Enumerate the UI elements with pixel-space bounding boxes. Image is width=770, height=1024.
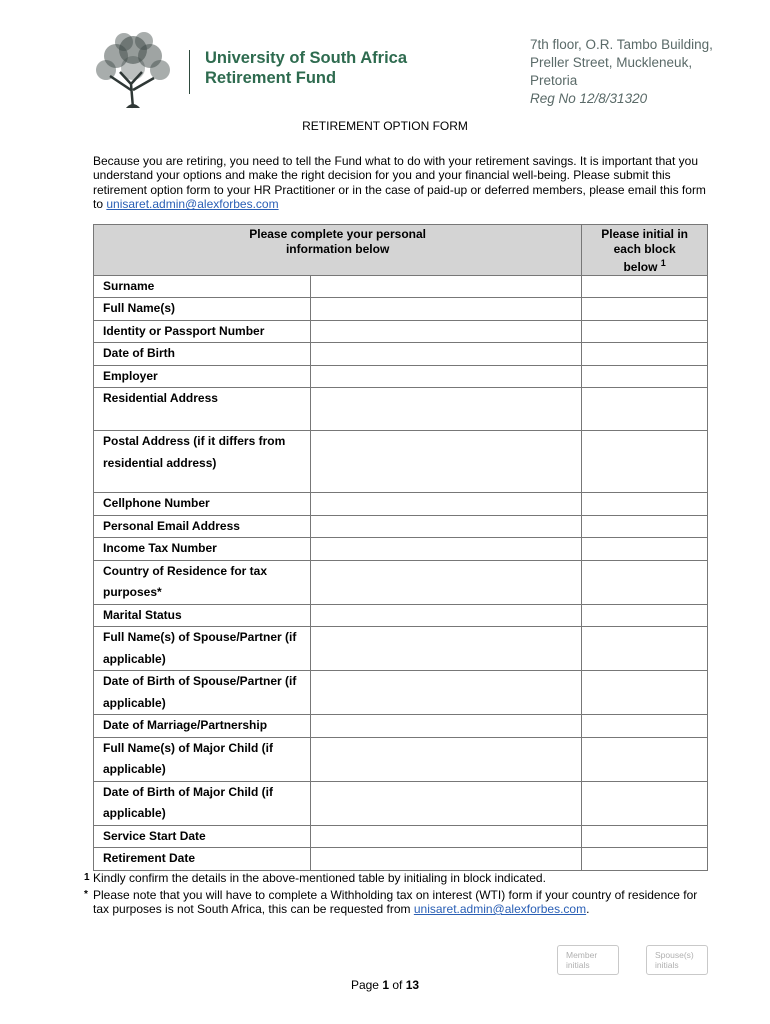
- table-row: [94, 298, 708, 321]
- table-row: [94, 604, 708, 627]
- field-label: Full Name(s) of Spouse/Partner (if applicable): [94, 627, 311, 671]
- field-input-cell[interactable]: [310, 365, 582, 388]
- table-row: [94, 365, 708, 388]
- initial-cell[interactable]: [582, 365, 708, 388]
- header-info-line2: information below: [285, 241, 390, 256]
- intro-text: Because you are retiring, you need to tell the Fund what to do with your retirement savings. It is important that you understand your options and make the right decision for you and your financial well-being. Please submit this retirement option form to your HR Practitioner or in the case of paid-up or deferred members, please email this form to: [93, 154, 706, 212]
- table-row: [94, 825, 708, 848]
- intro-email-link[interactable]: unisaret.admin@alexforbes.com: [106, 197, 279, 212]
- field-input-cell[interactable]: [310, 737, 582, 781]
- field-label: Employer: [94, 365, 311, 388]
- footnote-1: [84, 871, 714, 886]
- page-current: 1: [382, 978, 389, 992]
- initial-cell[interactable]: [582, 627, 708, 671]
- field-input-cell[interactable]: [310, 538, 582, 561]
- intro-paragraph: [93, 154, 713, 212]
- field-input-cell[interactable]: [310, 781, 582, 825]
- org-name-line2: Retirement Fund: [205, 69, 337, 87]
- field-input-cell[interactable]: [310, 604, 582, 627]
- footnote-1-mark: 1: [84, 872, 90, 883]
- spouse-initials-box[interactable]: [646, 945, 708, 975]
- footnote-1-text: Kindly confirm the details in the above-mentioned table by initialing in block indicated.: [93, 871, 546, 885]
- form-title: RETIREMENT OPTION FORM: [302, 119, 468, 133]
- page-prefix: Page: [350, 978, 379, 992]
- table-row: [94, 343, 708, 366]
- field-label: Service Start Date: [94, 825, 311, 848]
- header-initial-line3: below: [623, 260, 658, 274]
- field-label: Residential Address: [94, 388, 311, 431]
- field-input-cell[interactable]: [310, 515, 582, 538]
- member-initials-box[interactable]: [557, 945, 619, 975]
- field-input-cell[interactable]: [310, 320, 582, 343]
- field-input-cell[interactable]: [310, 825, 582, 848]
- field-input-cell[interactable]: [310, 388, 582, 431]
- org-address: [530, 36, 713, 108]
- spouse-initials-line2: initials: [655, 960, 679, 970]
- page-indicator: [0, 978, 770, 992]
- header-initial-line1: Please initial in: [601, 227, 688, 241]
- footnotes: [84, 871, 714, 917]
- footnote-2-text: Please note that you will have to complete a Withholding tax on interest (WTI) form if your country of residence for tax purposes is not South Africa, this can be requested from: [93, 887, 698, 916]
- field-label: Full Name(s) of Major Child (if applicable): [94, 737, 311, 781]
- initial-cell[interactable]: [582, 388, 708, 431]
- tree-logo-icon: [90, 28, 176, 110]
- member-initials-line2: initials: [566, 960, 590, 970]
- field-input-cell[interactable]: [310, 431, 582, 493]
- table-row: [94, 515, 708, 538]
- table-row: [94, 493, 708, 516]
- header-info-cell: [94, 225, 582, 276]
- initial-cell[interactable]: [582, 848, 708, 871]
- org-name-line1: University of South Africa: [205, 49, 408, 67]
- field-label: Income Tax Number: [94, 538, 311, 561]
- field-label: Full Name(s): [94, 298, 311, 321]
- field-input-cell[interactable]: [310, 298, 582, 321]
- field-input-cell[interactable]: [310, 671, 582, 715]
- org-name: [205, 48, 407, 88]
- field-label: Date of Birth of Spouse/Partner (if applicable): [94, 671, 311, 715]
- logo-divider: [189, 50, 190, 94]
- table-row: [94, 431, 708, 493]
- table-row: [94, 715, 708, 738]
- field-input-cell[interactable]: [310, 627, 582, 671]
- header-initial-line2: each block: [613, 241, 676, 256]
- initial-cell[interactable]: [582, 431, 708, 493]
- table-row: [94, 781, 708, 825]
- field-input-cell[interactable]: [310, 560, 582, 604]
- field-label: Country of Residence for tax purposes*: [94, 560, 311, 604]
- footnote-ref-1: 1: [660, 258, 666, 268]
- field-label: Surname: [94, 275, 311, 298]
- field-input-cell[interactable]: [310, 493, 582, 516]
- table-row: [94, 560, 708, 604]
- initial-cell[interactable]: [582, 493, 708, 516]
- table-row: [94, 320, 708, 343]
- footnote-2: [84, 888, 714, 917]
- initial-cell[interactable]: [582, 275, 708, 298]
- field-label: Postal Address (if it differs from residential address): [94, 431, 311, 493]
- field-label: Marital Status: [94, 604, 311, 627]
- table-row: [94, 627, 708, 671]
- footnote-2-mark: *: [84, 888, 88, 900]
- initial-cell[interactable]: [582, 538, 708, 561]
- field-label: Date of Birth: [94, 343, 311, 366]
- field-input-cell[interactable]: [310, 715, 582, 738]
- initial-cell[interactable]: [582, 560, 708, 604]
- table-row: [94, 538, 708, 561]
- address-line2: Preller Street, Muckleneuk,: [530, 55, 693, 70]
- initial-cell[interactable]: [582, 604, 708, 627]
- personal-info-table: [93, 224, 708, 871]
- table-row: [94, 848, 708, 871]
- table-row: [94, 275, 708, 298]
- registration-number: Reg No 12/8/31320: [530, 91, 648, 106]
- table-row: [94, 737, 708, 781]
- address-line1: 7th floor, O.R. Tambo Building,: [530, 37, 713, 52]
- field-input-cell[interactable]: [310, 343, 582, 366]
- member-initials-line1: Member: [566, 950, 598, 960]
- initial-cell[interactable]: [582, 671, 708, 715]
- field-label: Cellphone Number: [94, 493, 311, 516]
- initial-cell[interactable]: [582, 320, 708, 343]
- field-input-cell[interactable]: [310, 848, 582, 871]
- field-label: Retirement Date: [94, 848, 311, 871]
- initial-cell[interactable]: [582, 298, 708, 321]
- footnote-email-link[interactable]: unisaret.admin@alexforbes.com: [413, 902, 587, 916]
- address-line3: Pretoria: [530, 73, 578, 88]
- field-label: Date of Birth of Major Child (if applicable): [94, 781, 311, 825]
- initial-cell[interactable]: [582, 515, 708, 538]
- table-row: [94, 671, 708, 715]
- header-initial-cell: [582, 225, 708, 276]
- initial-cell[interactable]: [582, 343, 708, 366]
- header-info-line1: Please complete your personal: [249, 227, 426, 241]
- field-label: Personal Email Address: [94, 515, 311, 538]
- footnote-2-end: .: [586, 902, 590, 916]
- initial-cell[interactable]: [582, 737, 708, 781]
- field-label: Identity or Passport Number: [94, 320, 311, 343]
- initial-cell[interactable]: [582, 825, 708, 848]
- page-total: 13: [405, 978, 420, 992]
- table-row: [94, 388, 708, 431]
- table-header-row: [94, 225, 708, 276]
- initial-cell[interactable]: [582, 715, 708, 738]
- field-label: Date of Marriage/Partnership: [94, 715, 311, 738]
- field-input-cell[interactable]: [310, 275, 582, 298]
- spouse-initials-line1: Spouse(s): [655, 950, 694, 960]
- page-of: of: [392, 978, 403, 992]
- initial-cell[interactable]: [582, 781, 708, 825]
